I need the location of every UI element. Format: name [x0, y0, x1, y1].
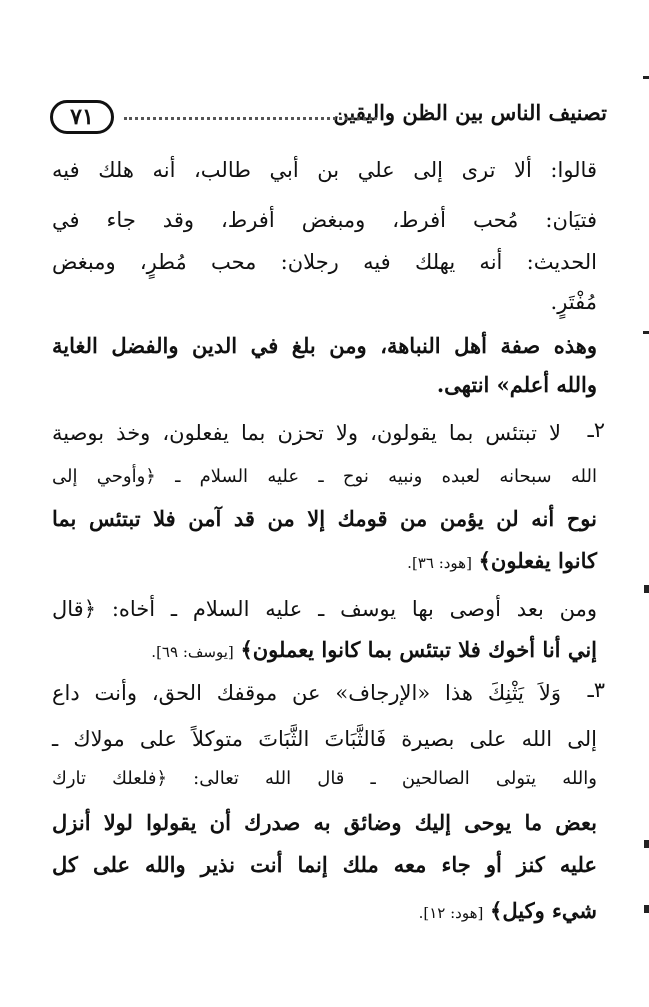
paragraph-2-line-2: والله أعلم» انتهى.	[436, 372, 597, 397]
item-3-number: ٣ـ	[587, 678, 605, 702]
paragraph-1-line-3: الحديث: أنه يهلك فيه رجلان: محب مُطرٍ، ومبغض	[52, 250, 597, 274]
item-3-reference: [هود: ١٢].	[418, 904, 484, 922]
paragraph-1-line-2: فتيَان: مُحب أفرط، ومبغض أفرط، وقد جاء في	[52, 208, 597, 232]
item-2-line-2: الله سبحانه لعبده ونبيه نوح ـ عليه السلام ـ ﴿وأوحي إلى	[52, 466, 597, 487]
item-2-line-1: لا تبتئس بما يقولون، ولا تحزن بما يفعلون، وخذ بوصية	[52, 421, 561, 445]
page-number: ٧١	[70, 104, 94, 130]
item-3-line-2: إلى الله على بصيرة فَالثَّبَاتَ الثَّبَاتَ متوكلاً على مولاك ـ	[52, 727, 597, 751]
paragraph-3-line-2	[52, 635, 597, 667]
edge-scan-mark	[644, 840, 649, 848]
paragraph-3-line-1: ومن بعد أوصى بها يوسف ـ عليه السلام ـ أخاه: ﴿قال	[52, 597, 597, 621]
paragraph-3-reference: [يوسف: ٦٩].	[151, 643, 234, 661]
paragraph-3-quote: إني أنا أخوك فلا تبتئس بما كانوا يعملون﴾	[240, 637, 597, 662]
item-3-quote-end: شيء وكيل﴾	[490, 898, 597, 923]
header-dotted-rule	[124, 117, 377, 120]
item-2-quote-end: كانوا يفعلون﴾	[478, 548, 597, 573]
edge-scan-mark	[643, 331, 649, 334]
item-2-line-4	[52, 546, 597, 578]
item-3-line-4: بعض ما يوحى إليك وضائق به صدرك أن يقولوا لولا أنزل	[52, 810, 597, 835]
item-3-line-6	[52, 896, 597, 928]
page-number-badge	[50, 100, 114, 134]
item-3-line-5: عليه كنز أو جاء معه ملك إنما أنت نذير والله على كل	[52, 852, 597, 877]
paragraph-1-line-1: قالوا: ألا ترى إلى علي بن أبي طالب، أنه هلك فيه	[52, 158, 597, 182]
item-3-line-3: والله يتولى الصالحين ـ قال الله تعالى: ﴿فلعلك تارك	[52, 768, 597, 789]
paragraph-1-line-4: مُفْتَرٍ.	[550, 290, 597, 314]
item-2-number: ٢ـ	[587, 418, 605, 442]
running-header-title: تصنيف الناس بين الظن واليقين	[333, 100, 607, 125]
paragraph-2-line-1: وهذه صفة أهل النباهة، ومن بلغ في الدين والفضل الغاية	[52, 333, 597, 358]
edge-scan-mark	[644, 585, 649, 593]
edge-scan-mark	[644, 905, 649, 913]
item-2-reference: [هود: ٣٦].	[407, 554, 472, 572]
edge-scan-mark	[643, 76, 649, 79]
item-3-line-1: وَلاَ يَثْنِكَ هذا «الإرجاف» عن موقفك الحق، وأنت داع	[52, 681, 561, 705]
item-2-line-3: نوح أنه لن يؤمن من قومك إلا من قد آمن فلا تبتئس بما	[52, 506, 597, 531]
